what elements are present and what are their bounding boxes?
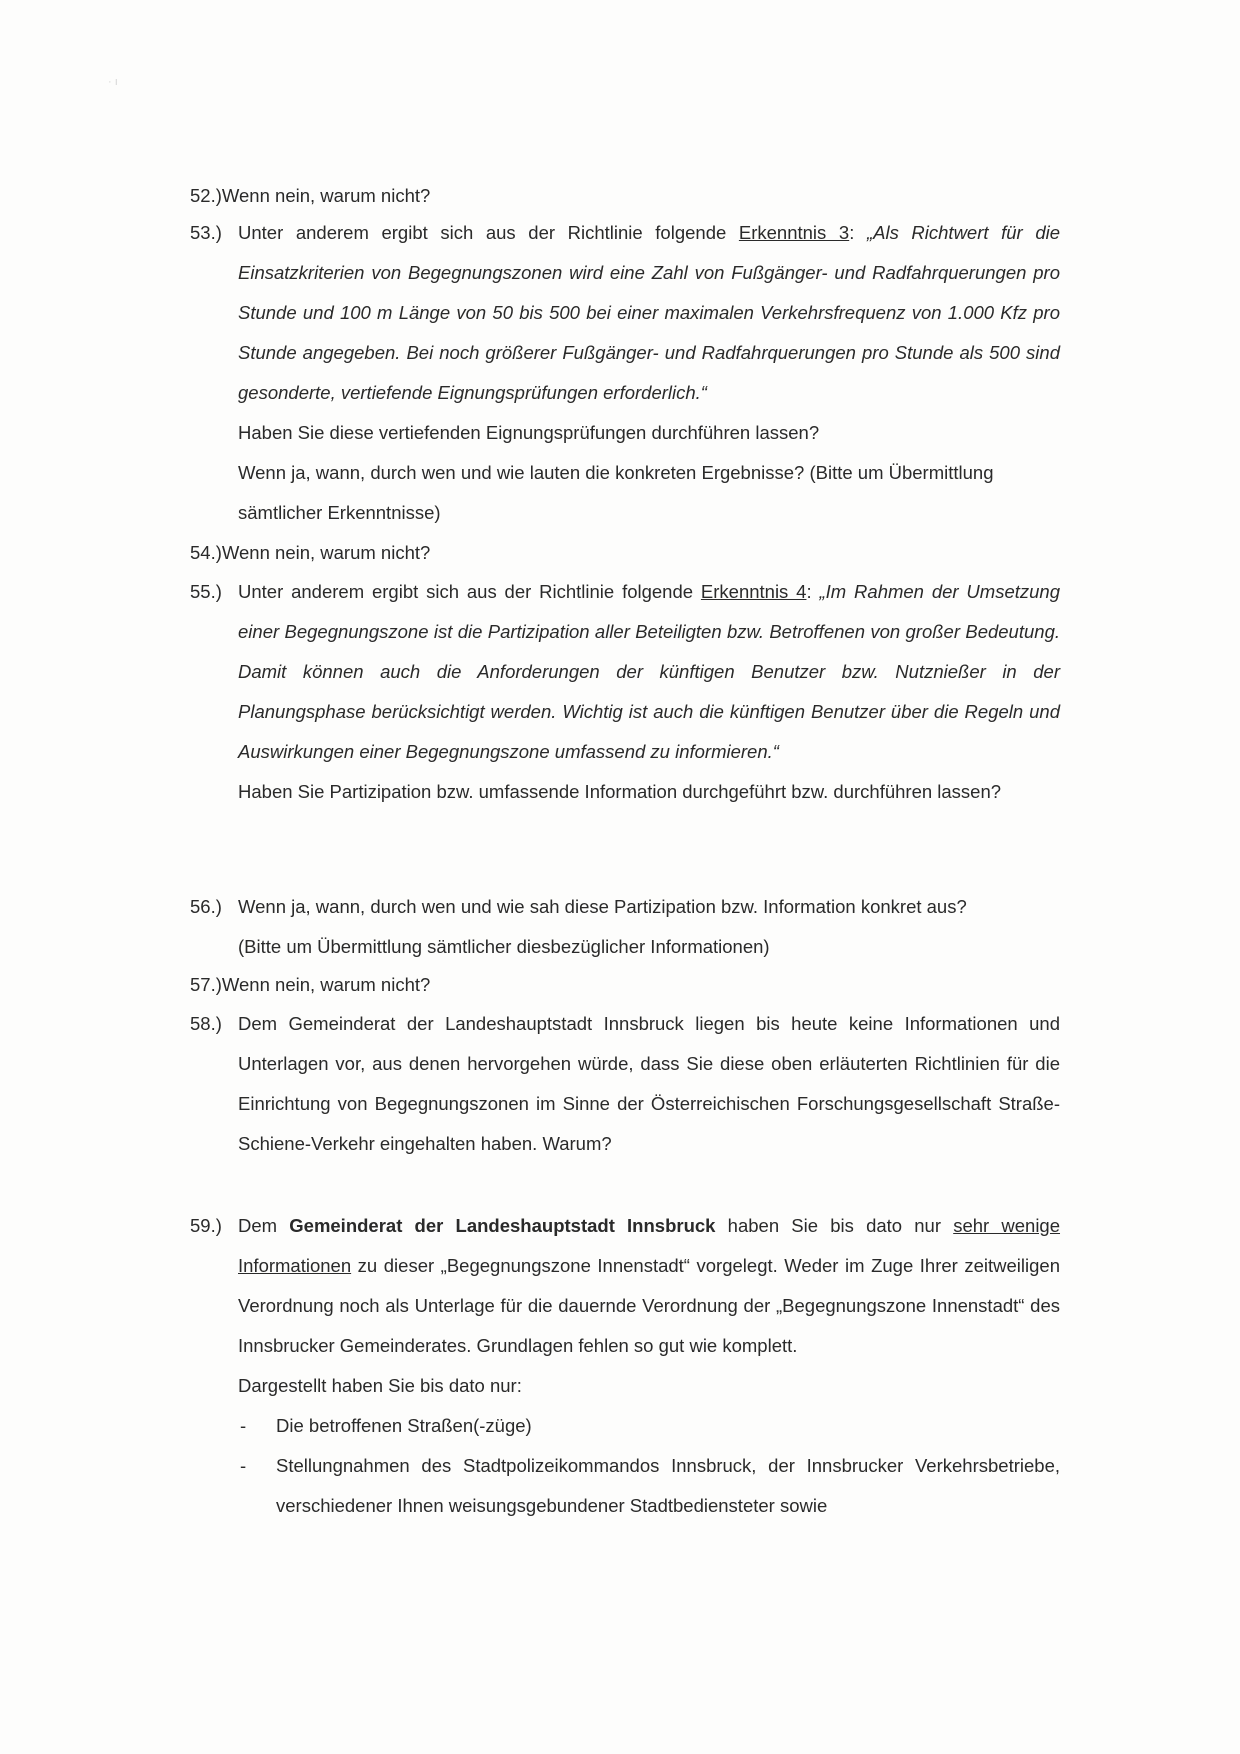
question-number: 52.) bbox=[190, 185, 222, 206]
question-number: 58.) bbox=[190, 1013, 222, 1034]
question-lead: Unter anderem ergibt sich aus der Richtlinie folgende bbox=[238, 581, 701, 602]
list-item: - Stellungnahmen des Stadtpolizeikommandos Innsbruck, der Innsbrucker Verkehrsbetriebe, verschiedener Ihnen weisungsgebundener Stadtbediensteter sowie bbox=[238, 1446, 1060, 1526]
question-56 bbox=[190, 887, 1060, 967]
bold-text: Gemeinderat der Landeshauptstadt Innsbruck bbox=[289, 1215, 716, 1236]
question-59 bbox=[190, 1206, 1060, 1526]
scan-speck: · ı bbox=[108, 76, 118, 88]
quoted-guideline: „Im Rahmen der Umsetzung einer Begegnungszone ist die Partizipation aller Beteiligten bzw. Betroffenen von großer Bedeutung. Damit können auch die Anforderungen der künftigen Benutzer bzw. Nutznießer in der Planungsphase berücksichtigt werden. Wichtig ist auch die künftigen Benutzer über die Regeln und Auswirkungen einer Begegnungszone umfassend zu informieren.“ bbox=[238, 581, 1060, 762]
question-text: Wenn ja, wann, durch wen und wie sah diese Partizipation bzw. Information konkret aus? bbox=[238, 896, 967, 917]
question-number: 54.) bbox=[190, 542, 222, 563]
question-number: 59.) bbox=[190, 1215, 222, 1236]
question-number: 56.) bbox=[190, 896, 222, 917]
underlined-text: sehr wenige Informationen bbox=[238, 1215, 1061, 1276]
question-55 bbox=[190, 572, 1060, 812]
reference-link: Erkenntnis 3 bbox=[738, 222, 850, 243]
question-paragraph bbox=[238, 572, 1060, 772]
question-number: 53.) bbox=[190, 222, 222, 243]
sub-question: Wenn ja, wann, durch wen und wie lauten die konkreten Ergebnisse? (Bitte um Übermittlung sämtlicher Erkenntnisse) bbox=[238, 462, 994, 523]
quoted-guideline: „Als Richtwert für die Einsatzkriterien von Begegnungszonen wird eine Zahl von Fußgänger- und Radfahrquerungen pro Stunde und 100 m Länge von 50 bis 500 bei einer maximalen Verkehrsfrequenz von 1.000 Kfz pro Stunde angegeben. Bei noch größerer Fußgänger- und Radfahrquerungen pro Stunde als 500 sind gesonderte, vertiefende Eignungsprüfungen erforderlich.“ bbox=[238, 222, 1061, 403]
sub-question: Haben Sie diese vertiefenden Eignungsprüfungen durchführen lassen? bbox=[238, 422, 820, 443]
question-58 bbox=[190, 1004, 1060, 1164]
sub-question: Haben Sie Partizipation bzw. umfassende Information durchgeführt bzw. durchführen lassen? bbox=[238, 781, 1002, 802]
question-paragraph bbox=[238, 1206, 1060, 1366]
question-lead: Unter anderem ergibt sich aus der Richtlinie folgende bbox=[238, 222, 739, 243]
question-54 bbox=[190, 533, 1060, 573]
question-text: Dem Gemeinderat der Landeshauptstadt Innsbruck liegen bis heute keine Informationen und Unterlagen vor, aus denen hervorgehen würde, dass Sie diese oben erläuterten Richtlinien für die Einrichtung von Begegnungszonen im Sinne der Österreichischen Forschungsgesellschaft Straße-Schiene-Verkehr eingehalten haben. Warum? bbox=[238, 1013, 1060, 1154]
question-text: Wenn nein, warum nicht? bbox=[221, 542, 431, 563]
question-sub: (Bitte um Übermittlung sämtlicher diesbezüglicher Informationen) bbox=[238, 936, 770, 957]
text-run: haben Sie bis dato nur bbox=[715, 1215, 954, 1236]
reference-link: Erkenntnis 4 bbox=[700, 581, 807, 602]
question-number: 55.) bbox=[190, 581, 222, 602]
dash-list bbox=[238, 1406, 1060, 1526]
colon: : bbox=[849, 222, 867, 243]
question-57 bbox=[190, 965, 1060, 1005]
question-number: 57.) bbox=[190, 974, 222, 995]
question-52 bbox=[190, 176, 1060, 216]
list-intro: Dargestellt haben Sie bis dato nur: bbox=[238, 1375, 522, 1396]
colon: : bbox=[806, 581, 820, 602]
question-text: Wenn nein, warum nicht? bbox=[221, 974, 431, 995]
question-text: Wenn nein, warum nicht? bbox=[221, 185, 431, 206]
text-run: zu dieser „Begegnungszone Innenstadt“ vorgelegt. Weder im Zuge Ihrer zeitweiligen Verordnung noch als Unterlage für die dauernde Verordnung der „Begegnungszone Innenstadt“ des Innsbrucker Gemeinderates. Grundlagen fehlen so gut wie komplett. bbox=[238, 1255, 1060, 1356]
question-paragraph bbox=[238, 213, 1060, 413]
question-53 bbox=[190, 213, 1060, 533]
list-item: - Die betroffenen Straßen(-züge) bbox=[238, 1406, 1060, 1446]
text-run: Dem bbox=[238, 1215, 290, 1236]
